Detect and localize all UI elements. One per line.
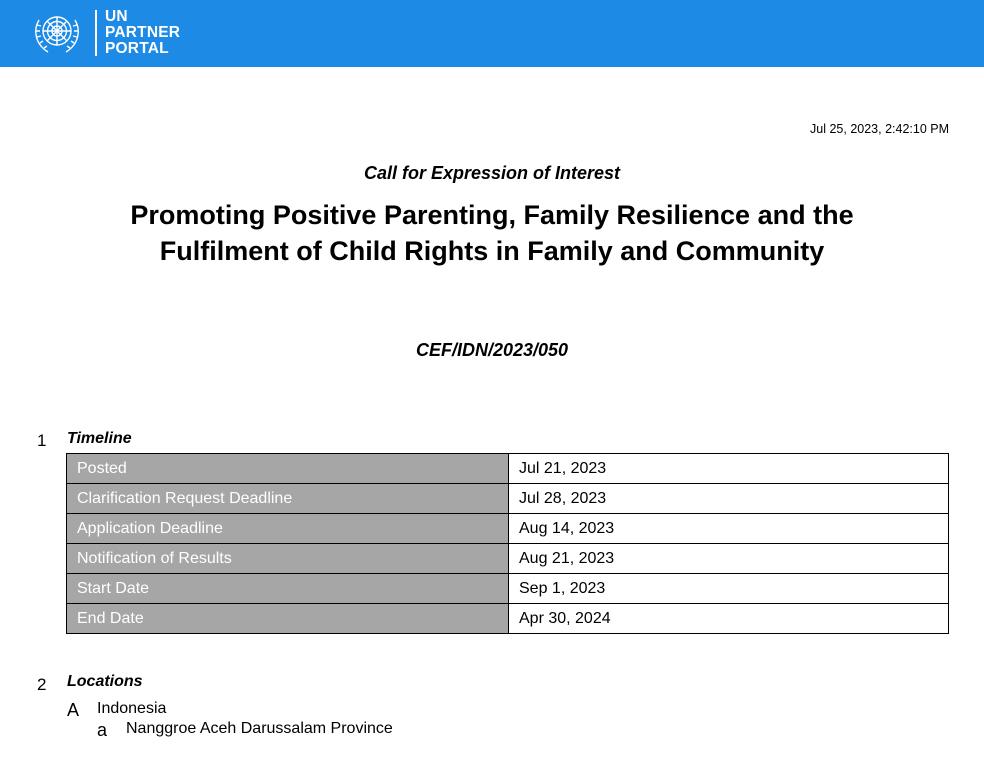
- table-row: [67, 544, 949, 574]
- timeline-value: Jul 28, 2023: [509, 484, 949, 514]
- location-subitem-letter: a: [97, 720, 108, 740]
- section-number-locations: 2: [37, 675, 47, 694]
- title-line-1: Promoting Positive Parenting, Family Resilience and the: [130, 200, 854, 230]
- portal-header: [0, 0, 984, 67]
- section-number-timeline: 1: [37, 431, 47, 450]
- timeline-label: Posted: [67, 454, 509, 484]
- location-region: Nanggroe Aceh Darussalam Province: [126, 720, 393, 737]
- print-timestamp: Jul 25, 2023, 2:42:10 PM: [810, 122, 949, 136]
- timeline-value: Aug 21, 2023: [509, 544, 949, 574]
- logo-line-partner: PARTNER: [105, 24, 181, 41]
- timeline-table: [66, 453, 949, 634]
- table-row: [67, 574, 949, 604]
- timeline-label: End Date: [67, 604, 509, 634]
- timeline-label: Application Deadline: [67, 514, 509, 544]
- timeline-value: Jul 21, 2023: [509, 454, 949, 484]
- timeline-label: Clarification Request Deadline: [67, 484, 509, 514]
- logo-line-portal: PORTAL: [105, 40, 169, 57]
- table-row: [67, 454, 949, 484]
- location-country: Indonesia: [97, 700, 167, 717]
- timeline-value: Apr 30, 2024: [509, 604, 949, 634]
- timeline-label: Notification of Results: [67, 544, 509, 574]
- timeline-value: Aug 14, 2023: [509, 514, 949, 544]
- section-title-locations: Locations: [67, 673, 143, 690]
- location-item-letter: A: [67, 700, 80, 720]
- document-kind: Call for Expression of Interest: [363, 163, 621, 183]
- un-emblem-icon[interactable]: [30, 8, 84, 58]
- page-title: [60, 197, 924, 269]
- reference-number: CEF/IDN/2023/050: [415, 340, 569, 360]
- logo-divider: [95, 10, 97, 56]
- section-title-timeline: Timeline: [67, 430, 132, 447]
- portal-logo-text[interactable]: [105, 9, 180, 57]
- logo-line-un: UN: [105, 8, 128, 25]
- table-row: [67, 604, 949, 634]
- table-row: [67, 484, 949, 514]
- table-row: [67, 514, 949, 544]
- timeline-value: Sep 1, 2023: [509, 574, 949, 604]
- timeline-label: Start Date: [67, 574, 509, 604]
- title-line-2: Fulfilment of Child Rights in Family and Community: [159, 236, 825, 266]
